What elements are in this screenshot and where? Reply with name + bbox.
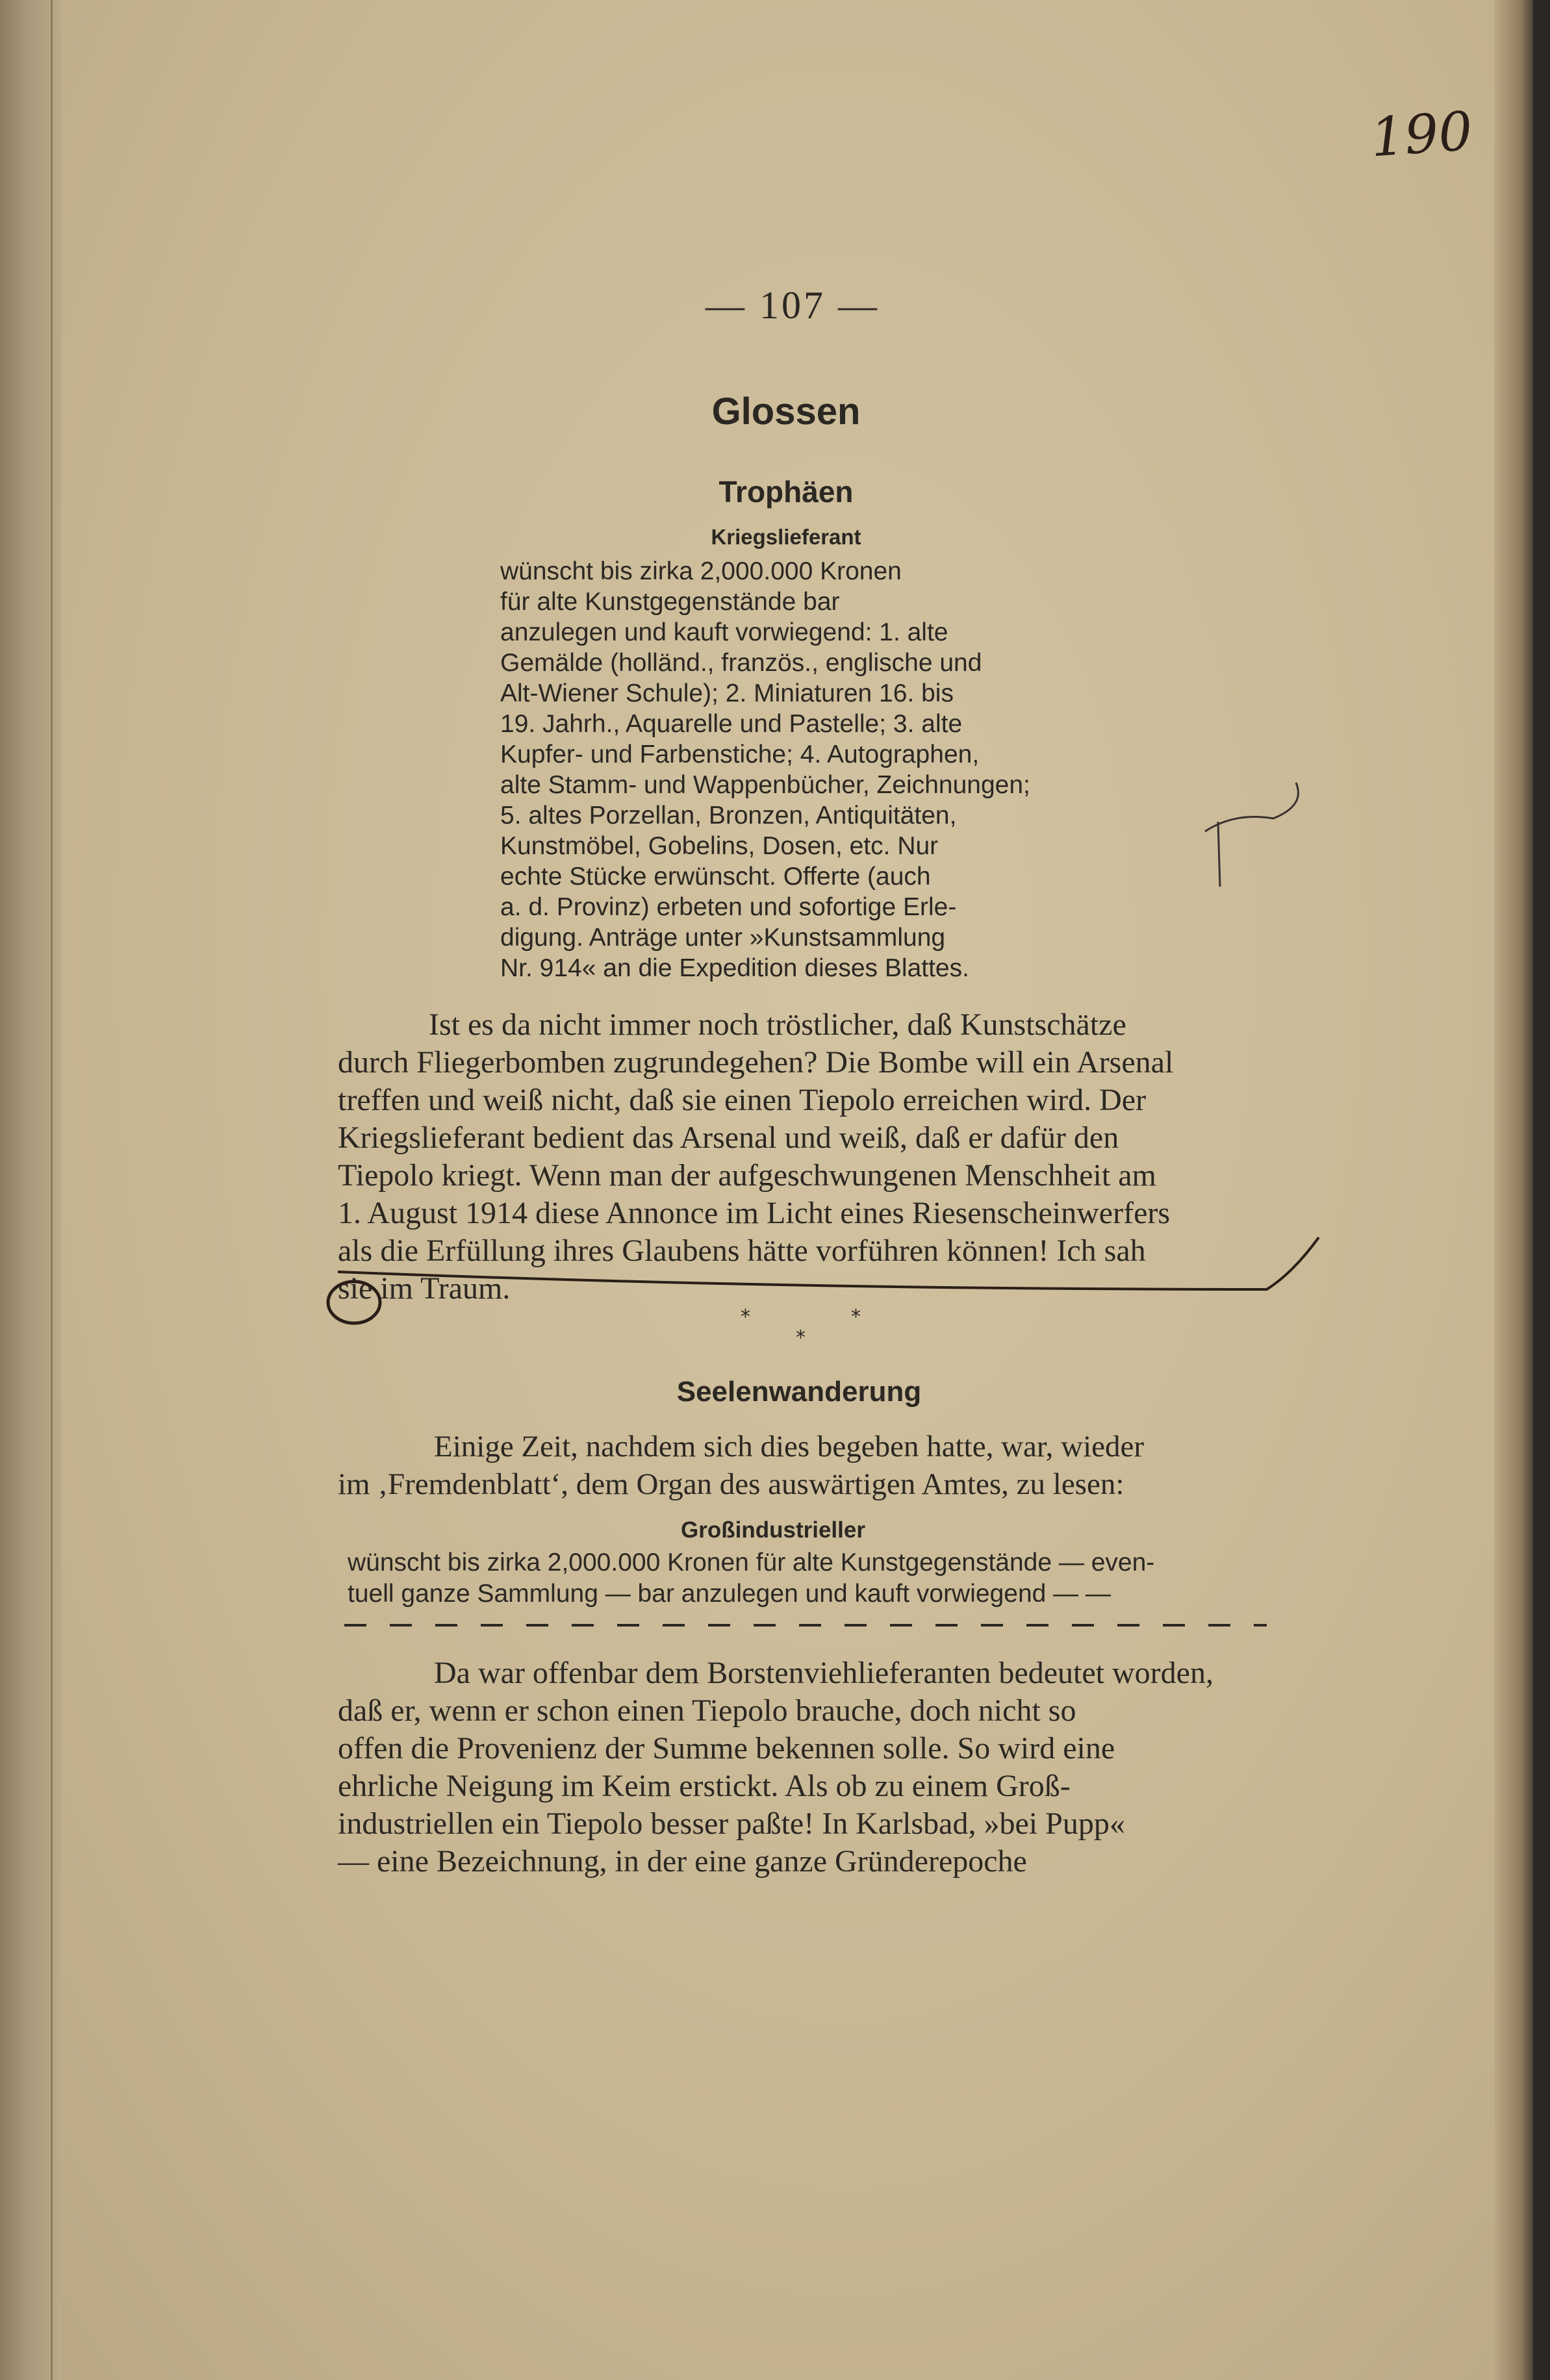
body-line: — eine Bezeichnung, in der eine ganze Gründerepoche [338,1844,1027,1879]
ad-heading-kriegslieferant: Kriegslieferant [711,525,861,549]
ad-line: a. d. Provinz) erbeten und sofortige Erle- [500,893,957,921]
section-heading-seelenwanderung: Seelenwanderung [676,1376,922,1408]
ad-line: anzulegen und kauft vorwiegend: 1. alte [500,618,948,646]
ad-line: Kupfer- und Farbenstiche; 4. Autographen, [500,741,980,768]
ad-line: 5. altes Porzellan, Bronzen, Antiquitäten, [500,802,957,829]
page-edge [1494,0,1533,2380]
dash-rule [344,1624,1267,1627]
ad-line: alte Stamm- und Wappenbücher, Zeichnungen; [500,771,1030,799]
binding-shadow-line [51,0,53,2380]
ad-line: digung. Anträge unter »Kunstsammlung [500,924,946,952]
ad-line: Gemälde (holländ., französ., englische und [500,649,982,677]
body-line: ehrliche Neigung im Keim erstickt. Als ob zu einem Groß- [338,1769,1071,1803]
page-title: Glossen [711,390,861,433]
page-number: — 107 — [705,284,880,327]
body-line: durch Fliegerbomben zugrundegehen? Die Bombe will ein Arsenal [338,1045,1174,1080]
intro-line: Einige Zeit, nachdem sich dies begeben hatte, war, wieder [434,1430,1145,1463]
body-line: als die Erfüllung ihres Glaubens hätte vorführen können! Ich sah [338,1234,1146,1268]
ad-line: Alt-Wiener Schule); 2. Miniaturen 16. bis [500,679,954,707]
body-line: daß er, wenn er schon einen Tiepolo brauche, doch nicht so [338,1693,1076,1728]
body-line: treffen und weiß nicht, daß sie einen Tiepolo erreichen wird. Der [338,1083,1147,1117]
ad-line: 19. Jahrh., Aquarelle und Pastelle; 3. alte [500,710,963,738]
body-line: offen die Provenienz der Summe bekennen solle. So wird eine [338,1731,1115,1766]
body-line: Da war offenbar dem Borstenviehlieferanten bedeutet worden, [434,1656,1213,1690]
body-line: Kriegslieferant bedient das Arsenal und weiß, daß er dafür den [338,1120,1119,1155]
body-line: Tiepolo kriegt. Wenn man der aufgeschwungenen Menschheit am [338,1158,1156,1193]
body-line: 1. August 1914 diese Annonce im Licht eines Riesenscheinwerfers [338,1196,1171,1230]
ad-line: wünscht bis zirka 2,000.000 Kronen für alte Kunstgegenstände — even- [348,1549,1155,1576]
body-line: industriellen ein Tiepolo besser paßte! In Karlsbad, »bei Pupp« [338,1806,1125,1841]
section-heading-trophaeen: Trophäen [718,475,854,509]
ad-line: Kunstmöbel, Gobelins, Dosen, etc. Nur [500,832,939,860]
body-line: Ist es da nicht immer noch tröstlicher, daß Kunstschätze [429,1007,1126,1042]
ad-line: echte Stücke erwünscht. Offerte (auch [500,863,931,891]
intro-line: im ‚Fremdenblatt‘, dem Organ des auswärtigen Amtes, zu lesen: [338,1467,1124,1501]
ad-line: Nr. 914« an die Expedition dieses Blattes. [500,954,969,982]
ad-line: für alte Kunstgegenstände bar [500,588,840,616]
folio-number: 190 [1368,100,1475,170]
body-line: sie im Traum. [338,1271,511,1306]
ad-line: wünscht bis zirka 2,000.000 Kronen [500,557,902,585]
ad-heading-grossindustrieller: Großindustrieller [681,1517,865,1543]
ad-line: tuell ganze Sammlung — bar anzulegen und kauft vorwiegend — — [348,1580,1112,1608]
section-separator: * * * [741,1306,861,1349]
